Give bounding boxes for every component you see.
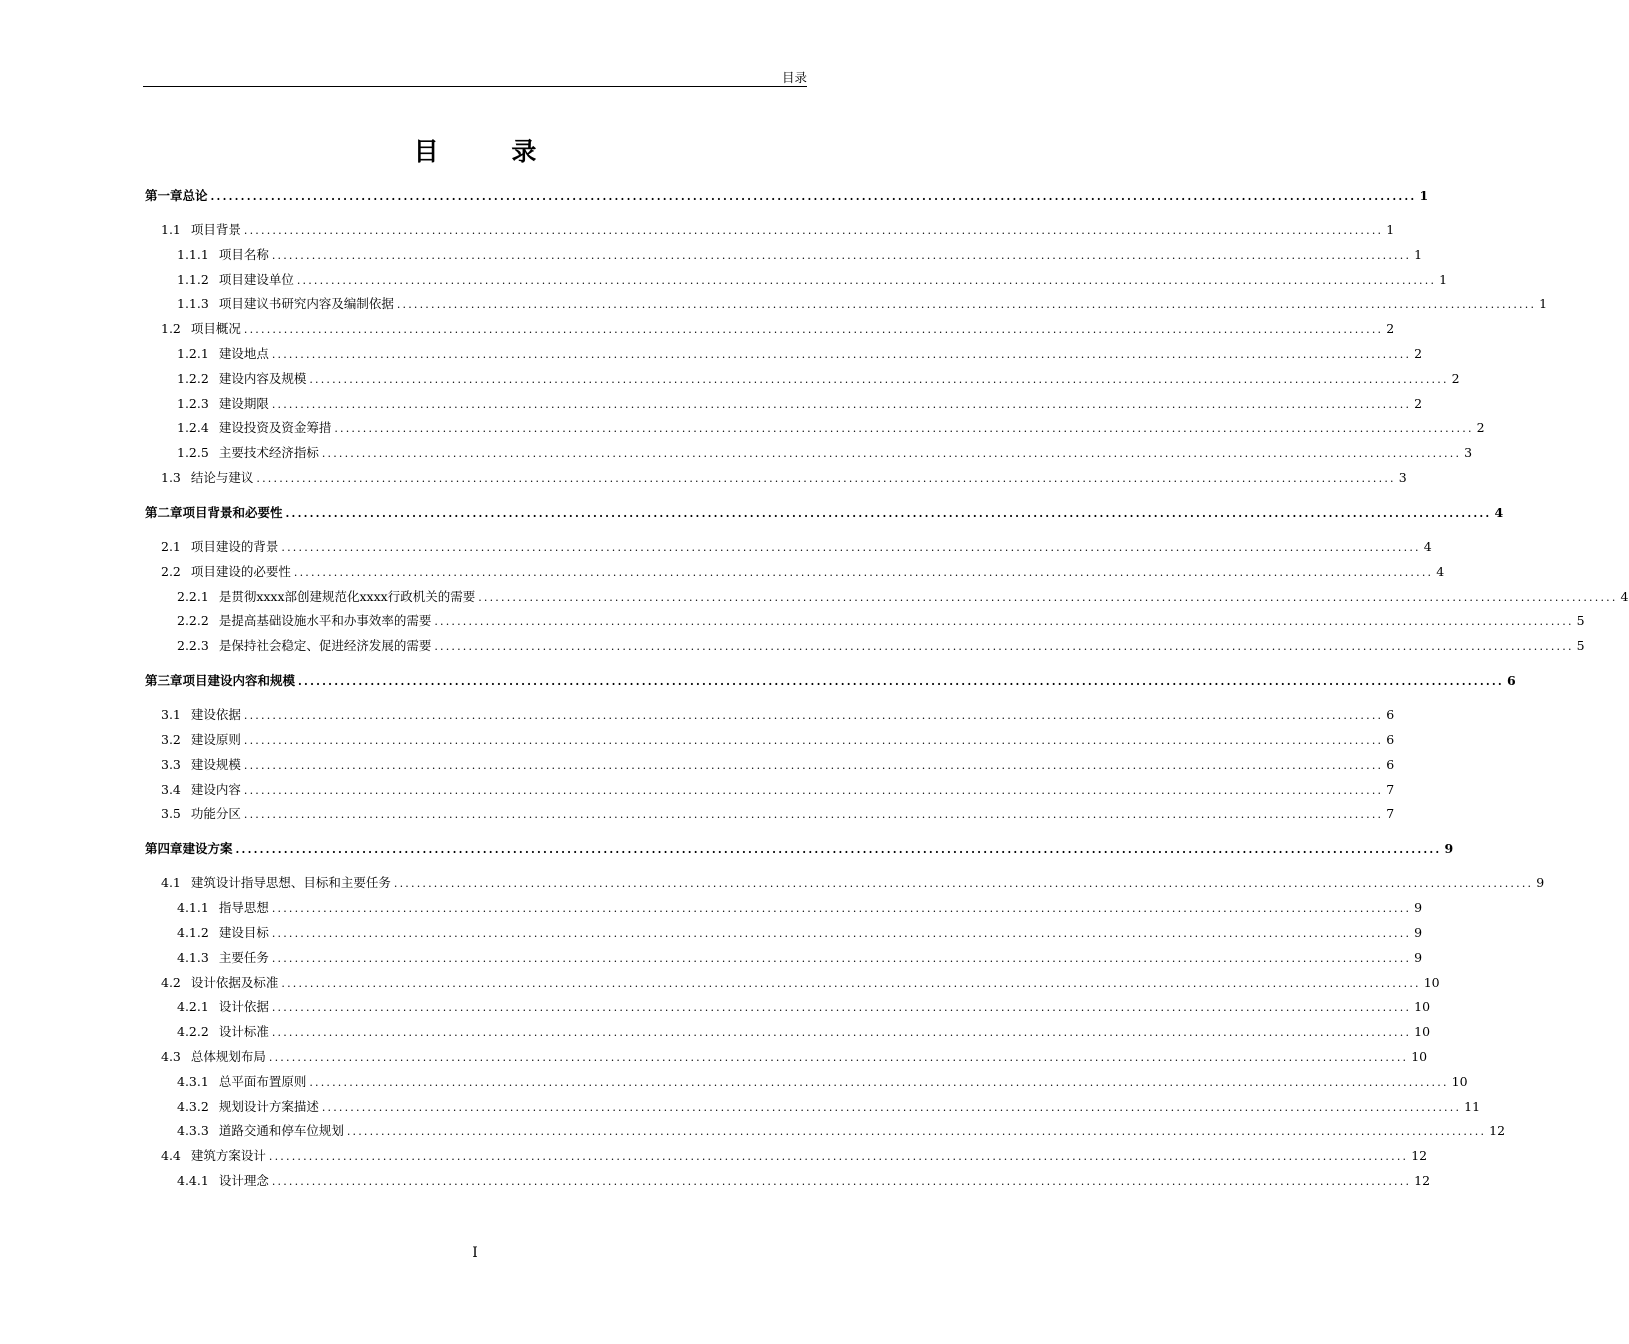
dot-leader: ........................................................................................................................................................................................................: [256, 472, 1396, 485]
toc-entry-title: 总体规划布局: [190, 1049, 266, 1064]
toc-entry[interactable]: [177, 370, 1460, 388]
toc-entry-number: 4.1.2: [177, 925, 209, 940]
toc-entry[interactable]: [161, 731, 1395, 749]
toc-entry-title: 主要技术经济指标: [218, 445, 319, 461]
toc-entry-title: 建筑设计指导思想、目标和主要任务: [190, 875, 391, 891]
toc-entry-number: 4.1.3: [177, 949, 209, 965]
dot-leader: ........................................................................................................................................................................................................: [271, 1001, 1412, 1015]
toc-entry-number: 4.1: [161, 875, 181, 891]
toc-entry-page: 1: [1386, 222, 1395, 237]
toc-entry[interactable]: [177, 1172, 1431, 1190]
toc-entry-page: 10: [1451, 1073, 1468, 1089]
toc-entry-number: 4.2: [161, 974, 181, 990]
dot-leader: ........................................................................................................................................................................................................: [346, 1125, 1487, 1139]
toc-entry-number: 1.2.3: [177, 395, 209, 411]
toc-entry-page: 2: [1451, 370, 1460, 386]
toc-entry-page: 3: [1398, 470, 1407, 485]
toc-entry-number: 1.3: [161, 470, 181, 485]
dot-leader: ........................................................................................................................................................................................................: [309, 372, 1449, 386]
dot-leader: ........................................................................................................................................................................................................: [434, 615, 1574, 629]
toc-entry-number: 4.2.1: [177, 999, 209, 1015]
toc-entry-page: 6: [1506, 673, 1516, 689]
toc-entry[interactable]: [161, 756, 1395, 774]
toc-entry[interactable]: [161, 1147, 1428, 1165]
toc-entry-number: 4.3.2: [177, 1098, 209, 1114]
toc-entry-title: 道路交通和停车位规划: [218, 1123, 344, 1139]
toc-entry-title: 是贯彻xxxx部创建规范化xxxx行政机关的需要: [218, 588, 476, 604]
toc-entry-page: 6: [1386, 756, 1395, 772]
dot-leader: ........................................................................................................................................................................................................: [271, 1026, 1412, 1040]
toc-entry-title: 建设依据: [190, 707, 241, 723]
toc-entry-page: 10: [1414, 999, 1431, 1015]
toc-entry-title: 项目名称: [218, 246, 269, 262]
dot-leader: ........................................................................................................................................................................................................: [243, 224, 1384, 237]
toc-entry-number: 4.1.1: [177, 900, 209, 916]
toc-entry[interactable]: [177, 419, 1485, 437]
toc-entry-number: 2.1: [161, 539, 181, 554]
toc-entry-title: 设计依据: [218, 999, 269, 1015]
running-header-text: 目录: [781, 70, 807, 85]
toc-entry-number: 1.2.5: [177, 445, 209, 461]
toc-entry-title: 是提高基础设施水平和办事效率的需要: [218, 613, 432, 629]
toc-entry[interactable]: [161, 469, 1407, 487]
dot-leader: ........................................................................................................................................................................................................: [334, 422, 1474, 436]
toc-entry[interactable]: [177, 949, 1423, 967]
toc-entry[interactable]: [177, 588, 1629, 606]
dot-leader: ........................................................................................................................................................................................................: [243, 808, 1384, 822]
toc-entry-page: 1: [1419, 188, 1429, 203]
toc-entry-title: 建设内容: [190, 781, 241, 797]
toc-entry-page: 12: [1489, 1123, 1506, 1139]
toc-entry-title: 规划设计方案描述: [218, 1098, 319, 1114]
toc-entry-page: 3: [1464, 445, 1473, 461]
toc-entry[interactable]: [161, 974, 1440, 992]
dot-leader: ........................................................................................................................................................................................................: [296, 273, 1437, 287]
toc-entry-page: 9: [1536, 875, 1545, 891]
toc-entry-number: 1.2.4: [177, 420, 209, 436]
toc-entry-title: 设计理念: [218, 1173, 269, 1188]
dot-leader: ........................................................................................................................................................................................................: [298, 675, 1504, 689]
toc-entry-title: 项目建设的必要性: [190, 563, 291, 579]
toc-entry-title: 主要任务: [218, 949, 269, 965]
page-number: I: [472, 1245, 478, 1261]
toc-entry-title: 是保持社会稳定、促进经济发展的需要: [218, 638, 432, 654]
toc-entry-title: 项目背景和必要性: [182, 505, 283, 520]
dot-leader: ........................................................................................................................................................................................................: [393, 877, 1534, 891]
dot-leader: ........................................................................................................................................................................................................: [271, 248, 1412, 262]
toc-entry-number: 第三章: [145, 673, 183, 689]
dot-leader: ........................................................................................................................................................................................................: [309, 1075, 1449, 1089]
toc-entry-number: 1.1.3: [177, 296, 209, 312]
toc-entry-page: 7: [1386, 806, 1395, 822]
toc-entry-number: 2.2.3: [177, 638, 209, 654]
toc-entry-page: 6: [1386, 732, 1395, 747]
dot-leader: ........................................................................................................................................................................................................: [271, 348, 1412, 361]
dot-leader: ........................................................................................................................................................................................................: [271, 902, 1412, 916]
toc-chapter-entry[interactable]: [145, 840, 1454, 858]
toc-entry-page: 2: [1414, 346, 1423, 361]
toc-entry-page: 9: [1414, 900, 1423, 916]
toc-entry-title: 建设投资及资金筹措: [218, 420, 332, 436]
toc-entry-title: 总平面布置原则: [218, 1073, 307, 1089]
toc-chapter-entry[interactable]: [145, 672, 1516, 690]
toc-entry-title: 设计依据及标准: [190, 974, 279, 990]
toc-entry-page: 10: [1423, 974, 1440, 990]
dot-leader: ........................................................................................................................................................................................................: [243, 323, 1384, 337]
dot-leader: ........................................................................................................................................................................................................: [285, 507, 1492, 520]
page-title: 目 录: [413, 137, 569, 166]
toc-entry[interactable]: [177, 345, 1423, 363]
toc-entry-number: 第一章: [145, 188, 183, 203]
toc-entry-title: 设计标准: [218, 1024, 269, 1040]
toc-entry-title: 建设原则: [190, 732, 241, 747]
toc-entry-page: 12: [1411, 1148, 1428, 1164]
dot-leader: ........................................................................................................................................................................................................: [243, 734, 1384, 747]
dot-leader: ........................................................................................................................................................................................................: [243, 783, 1384, 797]
toc-entry[interactable]: [161, 563, 1445, 581]
toc-entry-number: 1.1.1: [177, 246, 209, 262]
dot-leader: ........................................................................................................................................................................................................: [271, 397, 1412, 411]
toc-entry-page: 4: [1436, 563, 1445, 579]
toc-entry-page: 4: [1494, 505, 1504, 520]
toc-entry-number: 4.4: [161, 1148, 181, 1164]
toc-entry-title: 项目建议书研究内容及编制依据: [218, 296, 394, 312]
toc-entry[interactable]: [177, 1098, 1481, 1116]
toc-entry-number: 3.3: [161, 756, 181, 772]
toc-entry-number: 1.1: [161, 222, 181, 237]
toc-entry-title: 建设期限: [218, 395, 269, 411]
toc-entry-title: 建设规模: [190, 756, 241, 772]
toc-entry-number: 1.2.2: [177, 370, 209, 386]
dot-leader: ........................................................................................................................................................................................................: [293, 565, 1434, 579]
toc-entry-page: 5: [1576, 613, 1585, 629]
toc-entry-title: 项目建设的背景: [190, 539, 279, 554]
dot-leader: ........................................................................................................................................................................................................: [434, 640, 1574, 654]
toc-entry-page: 2: [1386, 321, 1395, 337]
toc-entry[interactable]: [177, 246, 1423, 264]
dot-leader: ........................................................................................................................................................................................................: [478, 590, 1618, 604]
toc-entry[interactable]: [177, 444, 1473, 462]
toc-entry-page: 4: [1423, 539, 1432, 554]
dot-leader: ........................................................................................................................................................................................................: [235, 843, 1442, 857]
dot-leader: ........................................................................................................................................................................................................: [321, 447, 1462, 461]
toc-entry-title: 建设内容及规模: [218, 370, 307, 386]
toc-entry-title: 项目概况: [190, 321, 241, 337]
toc-entry-page: 9: [1414, 949, 1423, 965]
toc-entry-number: 1.2: [161, 321, 181, 337]
toc-entry[interactable]: [161, 538, 1432, 556]
dot-leader: ........................................................................................................................................................................................................: [271, 1175, 1412, 1188]
dot-leader: ........................................................................................................................................................................................................: [268, 1051, 1409, 1064]
dot-leader: ........................................................................................................................................................................................................: [243, 709, 1384, 723]
toc-entry-page: 5: [1576, 638, 1585, 654]
toc-entry[interactable]: [177, 612, 1585, 630]
toc-entry-title: 建设方案: [182, 841, 233, 857]
toc-entry[interactable]: [177, 899, 1423, 917]
dot-leader: ........................................................................................................................................................................................................: [210, 190, 1417, 203]
toc-entry-page: 9: [1444, 841, 1454, 857]
toc-entry-number: 4.3: [161, 1049, 181, 1064]
toc-entry[interactable]: [177, 637, 1585, 655]
toc-entry-title: 建设目标: [218, 925, 269, 940]
toc-entry-title: 总论: [182, 188, 208, 203]
toc-entry-number: 4.2.2: [177, 1024, 209, 1040]
toc-entry-page: 1: [1439, 271, 1448, 287]
toc-entry-number: 3.2: [161, 732, 181, 747]
toc-entry-page: 12: [1414, 1173, 1431, 1188]
toc-entry[interactable]: [161, 805, 1395, 823]
toc-entry-page: 11: [1464, 1098, 1481, 1114]
toc-entry[interactable]: [161, 221, 1395, 239]
toc-entry[interactable]: [177, 998, 1431, 1016]
toc-entry-number: 3.1: [161, 707, 181, 723]
dot-leader: ........................................................................................................................................................................................................: [281, 976, 1421, 990]
toc-entry[interactable]: [177, 271, 1448, 289]
toc-entry-title: 建设地点: [218, 346, 269, 361]
dot-leader: ........................................................................................................................................................................................................: [396, 298, 1537, 312]
toc-entry[interactable]: [177, 295, 1548, 313]
toc-entry-number: 3.4: [161, 781, 181, 797]
toc-entry-number: 4.3.1: [177, 1073, 209, 1089]
dot-leader: ........................................................................................................................................................................................................: [268, 1150, 1409, 1164]
toc-entry[interactable]: [177, 395, 1423, 413]
toc-entry-page: 2: [1414, 395, 1423, 411]
toc-entry-title: 功能分区: [190, 806, 241, 822]
toc-entry-number: 4.4.1: [177, 1173, 209, 1188]
toc-entry-title: 项目建设单位: [218, 271, 294, 287]
dot-leader: ........................................................................................................................................................................................................: [271, 927, 1412, 940]
toc-chapter-entry[interactable]: [145, 504, 1504, 522]
toc-entry-page: 1: [1539, 296, 1548, 312]
dot-leader: ........................................................................................................................................................................................................: [281, 541, 1421, 554]
toc-entry-title: 结论与建议: [190, 470, 254, 485]
running-header: [143, 66, 807, 87]
dot-leader: ........................................................................................................................................................................................................: [271, 951, 1412, 965]
toc-entry-page: 6: [1386, 707, 1395, 723]
toc-entry-number: 第二章: [145, 505, 183, 520]
toc-entry-page: 1: [1414, 246, 1423, 262]
toc-entry-number: 1.1.2: [177, 271, 209, 287]
toc-entry[interactable]: [177, 1122, 1506, 1140]
toc-entry-page: 10: [1414, 1024, 1431, 1040]
toc-entry-title: 项目背景: [190, 222, 241, 237]
toc-entry-number: 1.2.1: [177, 346, 209, 361]
toc-entry-number: 2.2.1: [177, 588, 209, 604]
toc-entry-number: 2.2.2: [177, 613, 209, 629]
toc-entry[interactable]: [177, 1023, 1431, 1041]
toc-entry-number: 第四章: [145, 841, 183, 857]
toc-entry-title: 项目建设内容和规模: [182, 673, 296, 689]
dot-leader: ........................................................................................................................................................................................................: [321, 1100, 1462, 1114]
toc-entry-number: 2.2: [161, 563, 181, 579]
toc-entry[interactable]: [161, 320, 1395, 338]
toc-entry-title: 指导思想: [218, 900, 269, 916]
toc-entry[interactable]: [177, 924, 1423, 942]
toc-entry[interactable]: [177, 1073, 1468, 1091]
toc-entry-page: 4: [1620, 588, 1629, 604]
toc-entry-number: 3.5: [161, 806, 181, 822]
toc-entry[interactable]: [161, 1048, 1428, 1066]
toc-entry-number: 4.3.3: [177, 1123, 209, 1139]
toc-chapter-entry[interactable]: [145, 187, 1429, 205]
toc-entry-page: 7: [1386, 781, 1395, 797]
dot-leader: ........................................................................................................................................................................................................: [243, 758, 1384, 772]
toc-entry-title: 建筑方案设计: [190, 1148, 266, 1164]
toc-entry-page: 10: [1411, 1049, 1428, 1064]
toc-entry-page: 9: [1414, 925, 1423, 940]
toc-entry[interactable]: [161, 781, 1395, 799]
toc-entry[interactable]: [161, 706, 1395, 724]
toc-entry[interactable]: [161, 874, 1545, 892]
toc-entry-page: 2: [1476, 420, 1485, 436]
